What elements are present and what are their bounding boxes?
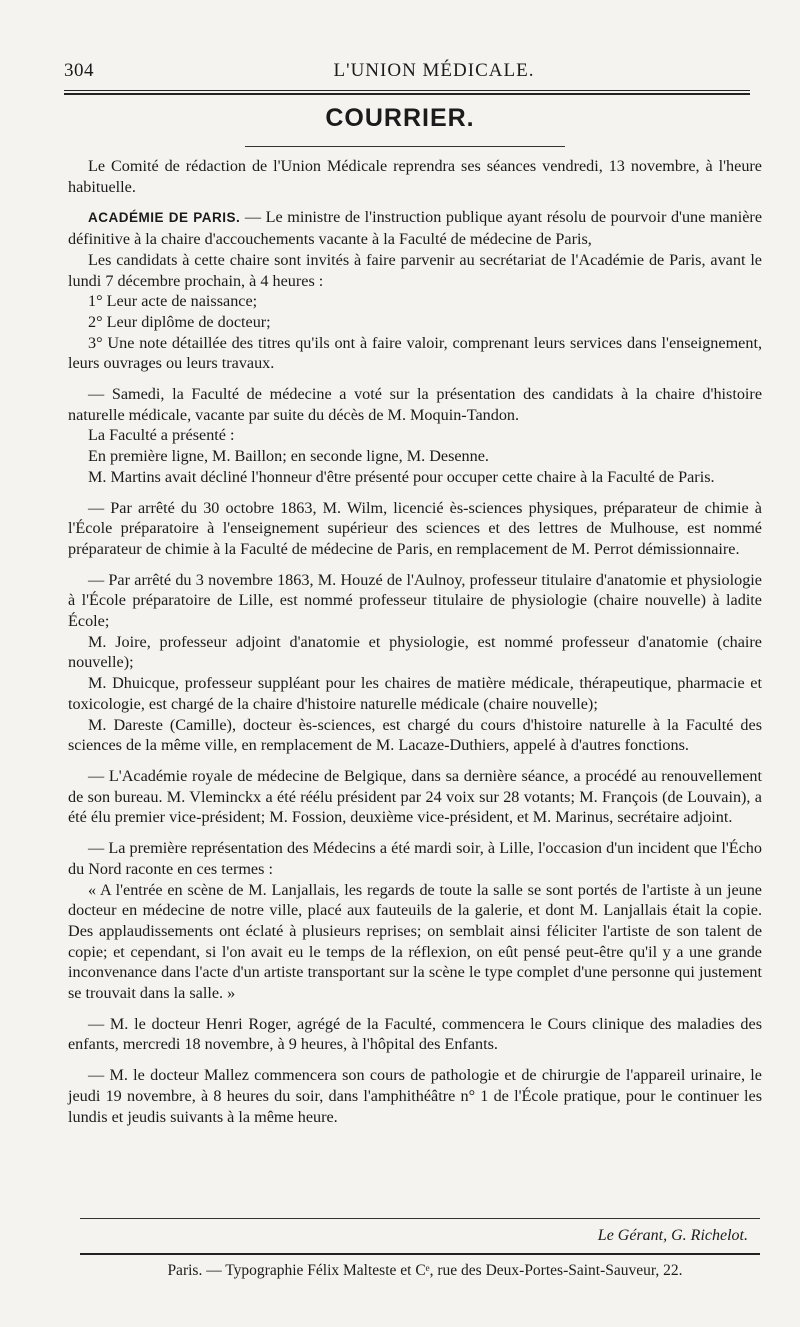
title-rule (245, 146, 565, 147)
paragraph-roger: — M. le docteur Henri Roger, agrégé de la Faculté, commencera le Cours clinique des maladies des enfants, mercredi 18 novembre, à 9 heures, à l'hôpital des Enfants. (68, 1014, 762, 1054)
paragraph-academie (68, 207, 762, 249)
list-item-diplome: 2° Leur diplôme de docteur; (88, 312, 271, 331)
paragraph-quote: « A l'entrée en scène de M. Lanjallais, les regards de toute la salle se sont portés de l'artiste à un jeune docteur en médecine de notre ville, placé aux fauteuils de la galerie, et dont M. Lanjallais était la copie. Des applaudissements ont éclaté à plusieurs reprises; on semblait ainsi féliciter l'artiste de son talent de copie; et cependant, si l'on avait eu le temps de la réflexion, on eût pensé peut-être qu'il y a une grande inconvenance dans l'acte d'un artiste transportant sur la scène le type complet d'une personne qui justement se trouvait dans la salle. » (68, 880, 762, 1003)
paragraph-joire: M. Joire, professeur adjoint d'anatomie et physiologie, est nommé professeur d'anatomie (chaire nouvelle); (68, 632, 762, 672)
running-head (64, 58, 744, 86)
paragraph-belgique: — L'Académie royale de médecine de Belgique, dans sa dernière séance, a procédé au renouvellement de son bureau. M. Vleminckx a été réélu président par 24 voix sur 28 votants; M. François (de Louvain), a été élu premier vice-président; M. Fossion, deuxième vice-président, et M. Marinus, secrétaire adjoint. (68, 766, 762, 827)
paragraph-medecins: — La première représentation des Médecins a été mardi soir, à Lille, l'occasion d'un incident que l'Écho du Nord raconte en ces termes : (68, 839, 762, 878)
paragraph-wilm: — Par arrêté du 30 octobre 1863, M. Wilm, licencié ès-sciences physiques, préparateur de chimie à l'École préparatoire à l'enseignement supérieur des sciences et des lettres de Mulhouse, est nommé préparateur de chimie à la Faculté de médecine de Paris, en remplacement de M. Perrot démissionnaire. (68, 498, 762, 558)
paragraph-dareste: M. Dareste (Camille), docteur ès-sciences, est chargé du cours d'histoire naturelle à la Faculté des sciences de la même ville, en remplacement de M. Lacaze-Duthiers, appelé à d'autres fonctions. (68, 715, 762, 755)
imprint-rule (80, 1253, 760, 1255)
paragraph-candidats: Les candidats à cette chaire sont invités à faire parvenir au secrétariat de l'Académie de Paris, avant le lundi 7 décembre prochain, à 4 heures : (68, 250, 762, 290)
header-rule (64, 90, 750, 91)
paragraph-comite: Le Comité de rédaction de l'Union Médicale reprendra ses séances vendredi, 13 novembre, à l'heure habituelle. (68, 157, 762, 196)
signature (598, 1227, 748, 1245)
paragraph-mallez: — M. le docteur Mallez commencera son cours de pathologie et de chirurgie de l'appareil urinaire, le jeudi 19 novembre, à 8 heures du soir, dans l'amphithéâtre n° 1 de l'École pratique, pour le continuer les lundis et jeudis suivants à la même heure. (68, 1066, 762, 1126)
paragraph-premiere-ligne: En première ligne, M. Baillon; en seconde ligne, M. Desenne. (88, 447, 489, 466)
list-item-acte: 1° Leur acte de naissance; (88, 292, 258, 311)
list-item-note: 3° Une note détaillée des titres qu'ils ont à faire valoir, comprenant leurs services dans l'enseignement, leurs ouvrages ou leurs travaux. (68, 333, 762, 373)
paragraph-presente: La Faculté a présenté : (88, 426, 235, 445)
paragraph-martins: M. Martins avait décliné l'honneur d'être présenté pour occuper cette chaire à la Faculté de Paris. (88, 467, 715, 486)
footer-rule (80, 1218, 760, 1219)
imprint: Paris. — Typographie Félix Malteste et Cᵉ, rue des Deux-Portes-Saint-Sauveur, 22. (167, 1262, 683, 1279)
journal-title: L'UNION MÉDICALE. (333, 60, 535, 81)
paragraph-houze: — Par arrêté du 3 novembre 1863, M. Houzé de l'Aulnoy, professeur titulaire d'anatomie et physiologie à l'École préparatoire de Lille, est nommé professeur titulaire de physiologie (chaire nouvelle) à ladite École; (68, 570, 762, 631)
kicker-academie-de-paris: ACADÉMIE DE PARIS. (88, 210, 241, 226)
section-title: COURRIER. (325, 104, 475, 132)
paragraph-academie-text: — Le ministre de l'instruction publique ayant résolu de pourvoir d'une manière définitive à la chaire d'accouchements vacante à la Faculté de médecine de Paris, (68, 208, 763, 249)
paragraph-samedi: — Samedi, la Faculté de médecine a voté sur la présentation des candidats à la chaire d'histoire naturelle médicale, vacante par suite du décès de M. Moquin-Tandon. (68, 385, 762, 424)
header-rule-double (64, 93, 750, 95)
signature-text: Le Gérant, G. Richelot. (597, 1227, 748, 1244)
page-number: 304 (64, 60, 94, 81)
article-body (68, 156, 762, 1127)
paragraph-dhuicque: M. Dhuicque, professeur suppléant pour les chaires de matière médicale, thérapeutique, pharmacie et toxicologie, est chargé de la chaire d'histoire naturelle médicale (chaire nouvelle); (68, 674, 762, 713)
